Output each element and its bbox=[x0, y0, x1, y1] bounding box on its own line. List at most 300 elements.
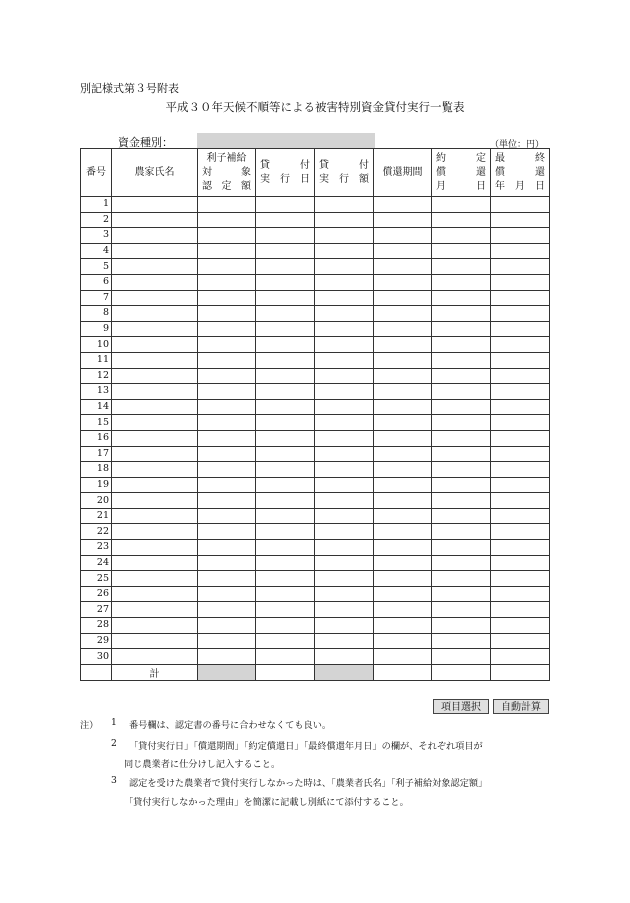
row-number: 27 bbox=[81, 602, 112, 618]
contract-repay-cell[interactable] bbox=[432, 259, 491, 275]
final-repay-cell[interactable] bbox=[491, 290, 550, 306]
subsidy-cell[interactable] bbox=[198, 430, 256, 446]
repay-period-cell[interactable] bbox=[374, 415, 432, 431]
loan-date-cell[interactable] bbox=[256, 399, 315, 415]
farmer-name-cell[interactable] bbox=[112, 259, 198, 275]
loan-date-cell[interactable] bbox=[256, 586, 315, 602]
loan-amount-cell[interactable] bbox=[315, 290, 374, 306]
subsidy-cell[interactable] bbox=[198, 384, 256, 400]
row-number: 7 bbox=[81, 290, 112, 306]
loan-amount-cell[interactable] bbox=[315, 602, 374, 618]
subsidy-cell[interactable] bbox=[198, 321, 256, 337]
contract-repay-cell[interactable] bbox=[432, 649, 491, 665]
farmer-name-cell[interactable] bbox=[112, 462, 198, 478]
loan-date-cell[interactable] bbox=[256, 243, 315, 259]
loan-date-cell[interactable] bbox=[256, 446, 315, 462]
table-row bbox=[81, 602, 550, 618]
farmer-name-cell[interactable] bbox=[112, 352, 198, 368]
table-row bbox=[81, 555, 550, 571]
loan-table bbox=[80, 148, 550, 681]
subsidy-cell[interactable] bbox=[198, 259, 256, 275]
final-repay-cell[interactable] bbox=[491, 352, 550, 368]
loan-date-line1: 貸 付 bbox=[260, 159, 310, 171]
repay-period-cell[interactable] bbox=[374, 243, 432, 259]
repay-period-cell[interactable] bbox=[374, 524, 432, 540]
subsidy-cell[interactable] bbox=[198, 477, 256, 493]
contract-repay-cell[interactable] bbox=[432, 430, 491, 446]
loan-amount-cell[interactable] bbox=[315, 555, 374, 571]
subsidy-cell[interactable] bbox=[198, 555, 256, 571]
contract-repay-cell[interactable] bbox=[432, 337, 491, 353]
repay-period-cell[interactable] bbox=[374, 197, 432, 213]
repay-period-cell[interactable] bbox=[374, 368, 432, 384]
final-repay-cell[interactable] bbox=[491, 540, 550, 556]
final-repay-cell[interactable] bbox=[491, 493, 550, 509]
total-label: 計 bbox=[112, 664, 198, 680]
subsidy-line3: 認 定 額 bbox=[202, 180, 251, 192]
farmer-name-cell[interactable] bbox=[112, 555, 198, 571]
contract-repay-cell[interactable] bbox=[432, 321, 491, 337]
loan-amount-cell[interactable] bbox=[315, 571, 374, 587]
subsidy-cell[interactable] bbox=[198, 337, 256, 353]
loan-date-cell[interactable] bbox=[256, 212, 315, 228]
loan-date-cell[interactable] bbox=[256, 228, 315, 244]
subsidy-cell[interactable] bbox=[198, 618, 256, 634]
loan-amount-cell[interactable] bbox=[315, 633, 374, 649]
row-number: 24 bbox=[81, 555, 112, 571]
subsidy-cell[interactable] bbox=[198, 352, 256, 368]
subsidy-cell[interactable] bbox=[198, 586, 256, 602]
unit-label: （単位：円） bbox=[490, 140, 545, 150]
note-2-line2: 同じ農業者に仕分けし記入すること。 bbox=[124, 759, 281, 770]
table-row bbox=[81, 197, 550, 213]
row-number: 13 bbox=[81, 384, 112, 400]
subsidy-cell[interactable] bbox=[198, 399, 256, 415]
repay-period-cell[interactable] bbox=[374, 446, 432, 462]
header-final-repay bbox=[491, 149, 550, 197]
final-repay-cell[interactable] bbox=[491, 618, 550, 634]
subsidy-cell[interactable] bbox=[198, 290, 256, 306]
subsidy-cell[interactable] bbox=[198, 633, 256, 649]
farmer-name-cell[interactable] bbox=[112, 430, 198, 446]
loan-amount-cell[interactable] bbox=[315, 306, 374, 322]
contract-repay-cell[interactable] bbox=[432, 540, 491, 556]
contract-repay-cell[interactable] bbox=[432, 493, 491, 509]
loan-amount-line2: 実 行 額 bbox=[319, 173, 369, 185]
subsidy-cell[interactable] bbox=[198, 415, 256, 431]
row-number: 19 bbox=[81, 477, 112, 493]
contract-repay-cell[interactable] bbox=[432, 352, 491, 368]
table-row bbox=[81, 212, 550, 228]
loan-amount-cell[interactable] bbox=[315, 212, 374, 228]
repay-period-cell[interactable] bbox=[374, 228, 432, 244]
loan-amount-cell[interactable] bbox=[315, 508, 374, 524]
subsidy-line2: 対 象 bbox=[202, 166, 251, 178]
table-row bbox=[81, 524, 550, 540]
table-row bbox=[81, 259, 550, 275]
loan-amount-cell[interactable] bbox=[315, 540, 374, 556]
farmer-name-cell[interactable] bbox=[112, 228, 198, 244]
subsidy-cell[interactable] bbox=[198, 524, 256, 540]
farmer-name-cell[interactable] bbox=[112, 477, 198, 493]
subsidy-cell[interactable] bbox=[198, 446, 256, 462]
repay-period-cell[interactable] bbox=[374, 399, 432, 415]
farmer-name-cell[interactable] bbox=[112, 633, 198, 649]
row-number: 12 bbox=[81, 368, 112, 384]
farmer-name-cell[interactable] bbox=[112, 524, 198, 540]
final-repay-cell[interactable] bbox=[491, 462, 550, 478]
header-no: 番号 bbox=[81, 149, 112, 197]
final-repay-cell[interactable] bbox=[491, 321, 550, 337]
table-row bbox=[81, 352, 550, 368]
row-number: 21 bbox=[81, 508, 112, 524]
loan-date-cell[interactable] bbox=[256, 368, 315, 384]
repay-period-cell[interactable] bbox=[374, 618, 432, 634]
contract-repay-cell[interactable] bbox=[432, 571, 491, 587]
contract-repay-cell[interactable] bbox=[432, 368, 491, 384]
final-repay-cell[interactable] bbox=[491, 524, 550, 540]
total-loan-amount-cell bbox=[315, 664, 374, 680]
subsidy-cell[interactable] bbox=[198, 212, 256, 228]
note-3-number: 3 bbox=[111, 775, 117, 786]
farmer-name-cell[interactable] bbox=[112, 306, 198, 322]
farmer-name-cell[interactable] bbox=[112, 274, 198, 290]
table-row bbox=[81, 649, 550, 665]
contract-repay-cell[interactable] bbox=[432, 477, 491, 493]
final-repay-cell[interactable] bbox=[491, 602, 550, 618]
total-loan-date-cell bbox=[256, 664, 315, 680]
notes-prefix: 注） bbox=[80, 720, 99, 731]
loan-amount-cell[interactable] bbox=[315, 384, 374, 400]
farmer-name-cell[interactable] bbox=[112, 649, 198, 665]
row-number: 30 bbox=[81, 649, 112, 665]
subsidy-cell[interactable] bbox=[198, 649, 256, 665]
loan-amount-cell[interactable] bbox=[315, 259, 374, 275]
final-repay-cell[interactable] bbox=[491, 415, 550, 431]
final-repay-cell[interactable] bbox=[491, 228, 550, 244]
loan-date-cell[interactable] bbox=[256, 430, 315, 446]
contract-line3: 月 日 bbox=[436, 180, 486, 192]
loan-date-line2: 実 行 日 bbox=[260, 173, 310, 185]
loan-amount-cell[interactable] bbox=[315, 321, 374, 337]
table-row bbox=[81, 430, 550, 446]
table-row bbox=[81, 243, 550, 259]
loan-date-cell[interactable] bbox=[256, 306, 315, 322]
final-repay-cell[interactable] bbox=[491, 306, 550, 322]
final-repay-cell[interactable] bbox=[491, 212, 550, 228]
farmer-name-cell[interactable] bbox=[112, 243, 198, 259]
row-number: 15 bbox=[81, 415, 112, 431]
row-number: 14 bbox=[81, 399, 112, 415]
loan-amount-cell[interactable] bbox=[315, 586, 374, 602]
table-row bbox=[81, 462, 550, 478]
auto-calc-button[interactable]: 自動計算 bbox=[493, 699, 549, 714]
repay-period-cell[interactable] bbox=[374, 555, 432, 571]
contract-repay-cell[interactable] bbox=[432, 228, 491, 244]
final-line2: 償 還 bbox=[495, 166, 545, 178]
table-row bbox=[81, 399, 550, 415]
subsidy-cell[interactable] bbox=[198, 571, 256, 587]
subsidy-cell[interactable] bbox=[198, 508, 256, 524]
contract-repay-cell[interactable] bbox=[432, 243, 491, 259]
subsidy-cell[interactable] bbox=[198, 228, 256, 244]
repay-period-cell[interactable] bbox=[374, 649, 432, 665]
loan-date-cell[interactable] bbox=[256, 649, 315, 665]
contract-repay-cell[interactable] bbox=[432, 446, 491, 462]
contract-repay-cell[interactable] bbox=[432, 633, 491, 649]
loan-amount-cell[interactable] bbox=[315, 243, 374, 259]
loan-amount-cell[interactable] bbox=[315, 352, 374, 368]
header-subsidy: 利子補給 対 象 認 定 額 bbox=[198, 149, 256, 197]
final-repay-cell[interactable] bbox=[491, 508, 550, 524]
subsidy-cell[interactable] bbox=[198, 602, 256, 618]
final-repay-cell[interactable] bbox=[491, 259, 550, 275]
farmer-name-cell[interactable] bbox=[112, 586, 198, 602]
repay-period-cell[interactable] bbox=[374, 493, 432, 509]
loan-amount-cell[interactable] bbox=[315, 399, 374, 415]
farmer-name-cell[interactable] bbox=[112, 399, 198, 415]
table-row bbox=[81, 290, 550, 306]
table-row bbox=[81, 540, 550, 556]
loan-date-cell[interactable] bbox=[256, 415, 315, 431]
total-repay-period-cell bbox=[374, 664, 432, 680]
repay-period-cell[interactable] bbox=[374, 586, 432, 602]
header-contract-repay bbox=[432, 149, 491, 197]
final-repay-cell[interactable] bbox=[491, 571, 550, 587]
loan-amount-cell[interactable] bbox=[315, 462, 374, 478]
repay-period-cell[interactable] bbox=[374, 274, 432, 290]
final-repay-cell[interactable] bbox=[491, 197, 550, 213]
contract-repay-cell[interactable] bbox=[432, 197, 491, 213]
farmer-name-cell[interactable] bbox=[112, 540, 198, 556]
repay-period-cell[interactable] bbox=[374, 508, 432, 524]
loan-amount-cell[interactable] bbox=[315, 649, 374, 665]
repay-period-cell[interactable] bbox=[374, 212, 432, 228]
header-farmer-name: 農家氏名 bbox=[112, 149, 198, 197]
contract-line1: 約 定 bbox=[436, 152, 486, 164]
contract-repay-cell[interactable] bbox=[432, 586, 491, 602]
final-repay-cell[interactable] bbox=[491, 633, 550, 649]
total-contract-cell bbox=[432, 664, 491, 680]
row-number: 29 bbox=[81, 633, 112, 649]
repay-period-cell[interactable] bbox=[374, 602, 432, 618]
loan-amount-cell[interactable] bbox=[315, 430, 374, 446]
loan-date-cell[interactable] bbox=[256, 571, 315, 587]
row-number: 22 bbox=[81, 524, 112, 540]
table-row bbox=[81, 384, 550, 400]
contract-repay-cell[interactable] bbox=[432, 384, 491, 400]
loan-date-cell[interactable] bbox=[256, 352, 315, 368]
fund-type-label: 資金種別： bbox=[118, 136, 173, 149]
total-final-cell bbox=[491, 664, 550, 680]
loan-date-cell[interactable] bbox=[256, 259, 315, 275]
farmer-name-cell[interactable] bbox=[112, 321, 198, 337]
loan-date-cell[interactable] bbox=[256, 462, 315, 478]
loan-date-cell[interactable] bbox=[256, 633, 315, 649]
contract-repay-cell[interactable] bbox=[432, 212, 491, 228]
row-number: 26 bbox=[81, 586, 112, 602]
total-subsidy-cell bbox=[198, 664, 256, 680]
loan-amount-cell[interactable] bbox=[315, 524, 374, 540]
farmer-name-cell[interactable] bbox=[112, 197, 198, 213]
repay-period-cell[interactable] bbox=[374, 306, 432, 322]
repay-period-cell[interactable] bbox=[374, 430, 432, 446]
final-repay-cell[interactable] bbox=[491, 649, 550, 665]
final-repay-cell[interactable] bbox=[491, 243, 550, 259]
final-repay-cell[interactable] bbox=[491, 446, 550, 462]
farmer-name-cell[interactable] bbox=[112, 384, 198, 400]
loan-amount-cell[interactable] bbox=[315, 368, 374, 384]
farmer-name-cell[interactable] bbox=[112, 571, 198, 587]
header-loan-amount bbox=[315, 149, 374, 197]
final-line3: 年 月 日 bbox=[495, 180, 545, 192]
contract-repay-cell[interactable] bbox=[432, 555, 491, 571]
farmer-name-cell[interactable] bbox=[112, 368, 198, 384]
row-number: 20 bbox=[81, 493, 112, 509]
subsidy-cell[interactable] bbox=[198, 462, 256, 478]
loan-amount-cell[interactable] bbox=[315, 197, 374, 213]
loan-amount-cell[interactable] bbox=[315, 337, 374, 353]
final-repay-cell[interactable] bbox=[491, 368, 550, 384]
row-number: 18 bbox=[81, 462, 112, 478]
repay-period-cell[interactable] bbox=[374, 462, 432, 478]
total-row bbox=[81, 664, 550, 680]
farmer-name-cell[interactable] bbox=[112, 618, 198, 634]
loan-amount-cell[interactable] bbox=[315, 446, 374, 462]
loan-date-cell[interactable] bbox=[256, 321, 315, 337]
final-repay-cell[interactable] bbox=[491, 384, 550, 400]
row-number: 10 bbox=[81, 337, 112, 353]
repay-period-cell[interactable] bbox=[374, 259, 432, 275]
repay-period-cell[interactable] bbox=[374, 571, 432, 587]
farmer-name-cell[interactable] bbox=[112, 602, 198, 618]
note-1: 番号欄は、認定書の番号に合わせなくても良い。 bbox=[129, 720, 332, 731]
final-repay-cell[interactable] bbox=[491, 399, 550, 415]
row-number: 23 bbox=[81, 540, 112, 556]
table-row bbox=[81, 477, 550, 493]
table-row bbox=[81, 228, 550, 244]
loan-date-cell[interactable] bbox=[256, 524, 315, 540]
farmer-name-cell[interactable] bbox=[112, 446, 198, 462]
loan-date-cell[interactable] bbox=[256, 384, 315, 400]
loan-date-cell[interactable] bbox=[256, 197, 315, 213]
contract-repay-cell[interactable] bbox=[432, 306, 491, 322]
repay-period-cell[interactable] bbox=[374, 352, 432, 368]
farmer-name-cell[interactable] bbox=[112, 337, 198, 353]
loan-date-cell[interactable] bbox=[256, 508, 315, 524]
farmer-name-cell[interactable] bbox=[112, 508, 198, 524]
loan-amount-line1: 貸 付 bbox=[319, 159, 369, 171]
loan-date-cell[interactable] bbox=[256, 274, 315, 290]
loan-amount-cell[interactable] bbox=[315, 415, 374, 431]
loan-date-cell[interactable] bbox=[256, 337, 315, 353]
table-row bbox=[81, 274, 550, 290]
loan-amount-cell[interactable] bbox=[315, 477, 374, 493]
loan-amount-cell[interactable] bbox=[315, 274, 374, 290]
contract-repay-cell[interactable] bbox=[432, 462, 491, 478]
loan-amount-cell[interactable] bbox=[315, 493, 374, 509]
header-repay-period: 償還期間 bbox=[374, 149, 432, 197]
fund-type-field[interactable] bbox=[197, 133, 375, 148]
table-row bbox=[81, 618, 550, 634]
loan-date-cell[interactable] bbox=[256, 540, 315, 556]
note-2-number: 2 bbox=[111, 738, 117, 749]
farmer-name-cell[interactable] bbox=[112, 493, 198, 509]
final-repay-cell[interactable] bbox=[491, 430, 550, 446]
repay-period-cell[interactable] bbox=[374, 321, 432, 337]
item-select-button[interactable]: 項目選択 bbox=[433, 699, 489, 714]
table-row bbox=[81, 337, 550, 353]
subsidy-cell[interactable] bbox=[198, 197, 256, 213]
table-row bbox=[81, 415, 550, 431]
contract-repay-cell[interactable] bbox=[432, 399, 491, 415]
contract-repay-cell[interactable] bbox=[432, 524, 491, 540]
row-number: 16 bbox=[81, 430, 112, 446]
subsidy-cell[interactable] bbox=[198, 368, 256, 384]
subsidy-cell[interactable] bbox=[198, 540, 256, 556]
page-title: 平成３０年天候不順等による被害特別資金貸付実行一覧表 bbox=[165, 100, 465, 114]
note-1-number: 1 bbox=[111, 717, 117, 728]
loan-date-cell[interactable] bbox=[256, 618, 315, 634]
row-number: 1 bbox=[81, 197, 112, 213]
note-3-line1: 認定を受けた農業者で貸付実行しなかった時は、「農業者氏名」「利子補給対象認定額」 bbox=[129, 778, 488, 789]
farmer-name-cell[interactable] bbox=[112, 415, 198, 431]
contract-repay-cell[interactable] bbox=[432, 290, 491, 306]
final-repay-cell[interactable] bbox=[491, 337, 550, 353]
header-row bbox=[81, 149, 550, 197]
loan-date-cell[interactable] bbox=[256, 602, 315, 618]
final-repay-cell[interactable] bbox=[491, 555, 550, 571]
repay-period-cell[interactable] bbox=[374, 337, 432, 353]
final-repay-cell[interactable] bbox=[491, 586, 550, 602]
subsidy-cell[interactable] bbox=[198, 306, 256, 322]
contract-repay-cell[interactable] bbox=[432, 274, 491, 290]
loan-date-cell[interactable] bbox=[256, 290, 315, 306]
farmer-name-cell[interactable] bbox=[112, 290, 198, 306]
loan-date-cell[interactable] bbox=[256, 555, 315, 571]
repay-period-cell[interactable] bbox=[374, 384, 432, 400]
loan-amount-cell[interactable] bbox=[315, 228, 374, 244]
contract-repay-cell[interactable] bbox=[432, 602, 491, 618]
subsidy-cell[interactable] bbox=[198, 493, 256, 509]
final-repay-cell[interactable] bbox=[491, 274, 550, 290]
table-row bbox=[81, 571, 550, 587]
contract-repay-cell[interactable] bbox=[432, 508, 491, 524]
loan-date-cell[interactable] bbox=[256, 477, 315, 493]
subsidy-cell[interactable] bbox=[198, 274, 256, 290]
final-line1: 最 終 bbox=[495, 152, 545, 164]
final-repay-cell[interactable] bbox=[491, 477, 550, 493]
contract-repay-cell[interactable] bbox=[432, 618, 491, 634]
contract-repay-cell[interactable] bbox=[432, 415, 491, 431]
repay-period-cell[interactable] bbox=[374, 540, 432, 556]
farmer-name-cell[interactable] bbox=[112, 212, 198, 228]
loan-amount-cell[interactable] bbox=[315, 618, 374, 634]
form-id: 別記様式第３号附表 bbox=[80, 82, 179, 95]
table-row bbox=[81, 586, 550, 602]
repay-period-cell[interactable] bbox=[374, 290, 432, 306]
table-row bbox=[81, 633, 550, 649]
row-number: 11 bbox=[81, 352, 112, 368]
repay-period-cell[interactable] bbox=[374, 633, 432, 649]
row-number: 17 bbox=[81, 446, 112, 462]
row-number: 25 bbox=[81, 571, 112, 587]
row-number: 8 bbox=[81, 306, 112, 322]
loan-date-cell[interactable] bbox=[256, 493, 315, 509]
repay-period-cell[interactable] bbox=[374, 477, 432, 493]
header-loan-date bbox=[256, 149, 315, 197]
subsidy-cell[interactable] bbox=[198, 243, 256, 259]
